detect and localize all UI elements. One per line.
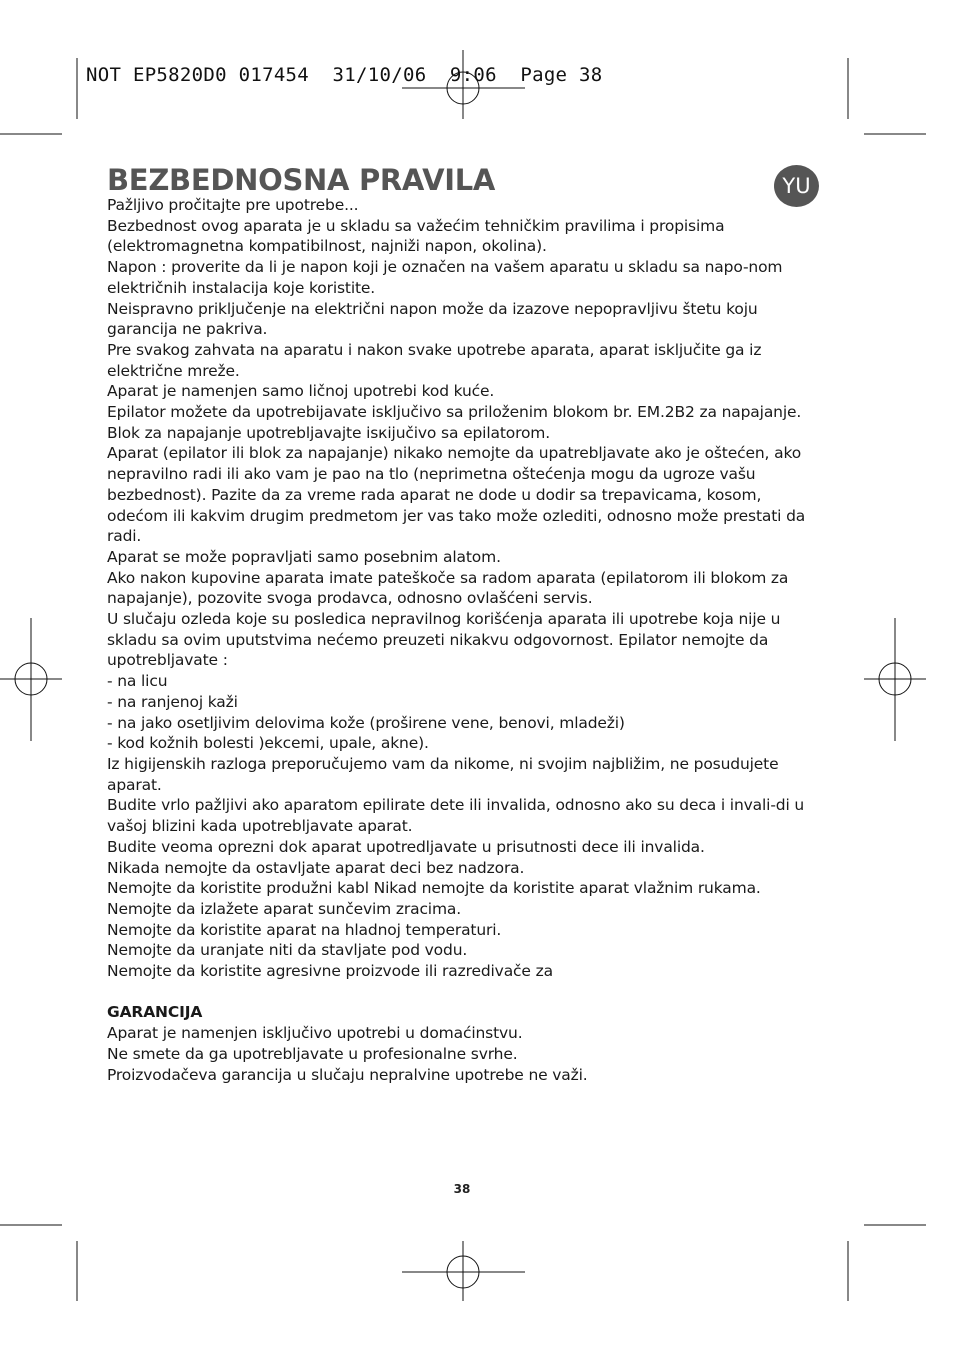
safety-line: Nemojte da uranjate niti da stavljate pod vodu. — [107, 941, 468, 960]
safety-line: Budite vrlo pažljivi ako aparatom epilirate dete ili invalida, odnosno ako su deca i invali-di u vašoj blizini kada upotrebljavate aparat. — [107, 796, 805, 836]
safety-line: Pažljivo pročitajte pre upotrebe... — [107, 196, 359, 214]
warranty-heading: GARANCIJA — [107, 1003, 203, 1022]
warranty-line: Ne smete da ga upotrebljavate u profesionalne svrhe. — [107, 1044, 518, 1063]
safety-line: Nikada nemojte da ostavljate aparat deci bez nadzora. — [107, 858, 525, 877]
safety-line: Epilator možete da upotrebijavate isključivo sa priloženim blokom br. EM.2B2 za napajanje. — [107, 403, 802, 422]
safety-line: Neispravno priključenje na električni napon može da izazove nepopravljivu štetu koju garancija ne pakriva. — [107, 299, 758, 339]
safety-list-item: - na ranjenoj kaži — [107, 692, 238, 711]
warranty-line: Proizvodačeva garancija u slučaju nepralvine upotrebe ne važi. — [107, 1065, 588, 1084]
safety-line: Aparat je namenjen samo ličnoj upotrebi kod kuće. — [107, 382, 495, 401]
safety-line: Nemojte da koristite agresivne proizvode ili razredivače za — [107, 962, 553, 981]
safety-line: Aparat (epilator ili blok za napajanje) nikako nemojte da upatrebljavate ako je oštećen, ako nepravilno radi ili ako vam je pao na tlo (neprimetna oštećenja mogu da ugroze vašu bezbednost). Pazite da za vreme rada aparat ne dode u dodir sa trepavicama, kosom, odećom ili kakvim drugim predmetom jer vas tako može ozlediti, odnosno može prestati da radi. — [107, 444, 806, 546]
safety-line: Nemojte da koristite aparat na hladnoj temperaturi. — [107, 920, 502, 939]
page-number: 38 — [453, 1182, 471, 1196]
safety-list-item: - kod kožnih bolesti )ekcemi, upale, akne). — [107, 734, 429, 753]
safety-line: Iz higijenskih razloga preporučujemo vam da nikome, ni svojim najbližim, ne posudujete aparat. — [107, 754, 779, 794]
safety-line: Nemojte da koristite produžni kabl Nikad nemojte da koristite aparat vlažnim rukama. — [107, 879, 761, 898]
safety-line: Napon : proverite da li je napon koji je označen na vašem aparatu u skladu sa napo-nom električnih instalacija koje koristite. — [107, 258, 783, 297]
safety-list-item: - na licu — [107, 672, 168, 691]
safety-line: Nemojte da izlažete aparat sunčevim zracima. — [107, 899, 462, 918]
safety-line: U slučaju ozleda koje su posledica nepravilnog korišćenja aparata ili upotrebe koja nije u skladu sa ovim uputstvima nećemo preuzeti nikakvu odgovornost. Epilator nemojte da upotrebljavate : — [107, 610, 781, 670]
safety-line: Aparat se može popravljati samo posebnim alatom. — [107, 547, 501, 566]
safety-rules-text — [107, 195, 819, 1085]
page-title: BEZBEDNOSNA PRAVILA — [107, 163, 496, 197]
warranty-line: Aparat je namenjen isključivo upotrebi u domaćinstvu. — [107, 1024, 523, 1043]
safety-line: Blok za napajanje upotrebljavajte isкijučivo sa epilatorom. — [107, 423, 551, 442]
print-header-line: NOT EP5820D0 017454 31/10/06 9:06 Page 38 — [86, 64, 603, 86]
safety-line: Ako nakon kupovine aparata imate pateškoče sa radom aparata (epilatorom ili blokom za napajanje), pozovite svoga prodavca, odnosno ovlašćeni servis. — [107, 568, 789, 608]
safety-line: Bezbednost ovog aparata je u skladu sa važećim tehničkim pravilima i propisima (elektromagnetna kompatibilnost, najniži napon, okolina). — [107, 216, 725, 256]
language-badge: YU — [774, 165, 819, 207]
safety-line: Pre svakog zahvata na aparatu i nakon svake upotrebe aparata, aparat isključite ga iz električne mreže. — [107, 340, 762, 380]
safety-list-item: - na jako osetljivim delovima kože (proširene vene, benovi, mladeži) — [107, 713, 625, 732]
safety-line: Budite veoma oprezni dok aparat upotredljavate u prisutnosti dece ili invalida. — [107, 837, 705, 856]
